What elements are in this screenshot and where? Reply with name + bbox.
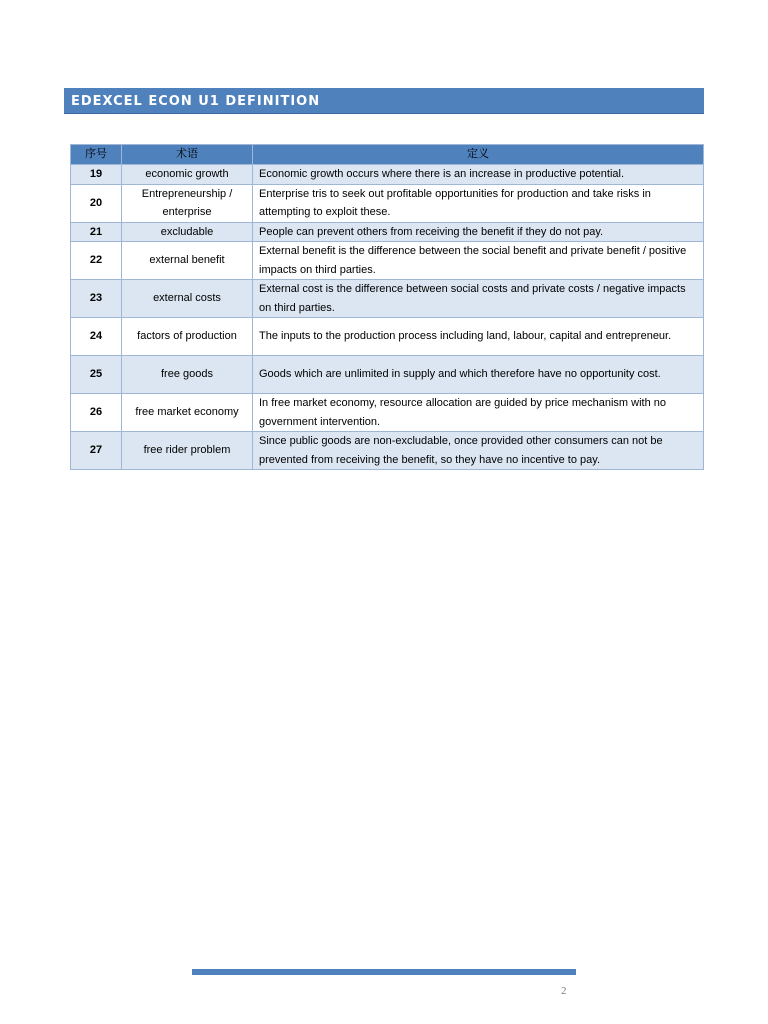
row-definition: Since public goods are non-excludable, once provided other consumers can not be prevented from receiving the benefit, so they have no incentive to pay. (253, 432, 704, 470)
row-definition: Goods which are unlimited in supply and which therefore have no opportunity cost. (253, 356, 704, 394)
row-number: 26 (71, 394, 122, 432)
header-definition: 定义 (253, 145, 704, 165)
table-row (71, 280, 704, 318)
row-number: 20 (71, 184, 122, 222)
row-number: 25 (71, 356, 122, 394)
title-bar (64, 88, 704, 114)
definition-table (70, 144, 704, 470)
row-definition: The inputs to the production process including land, labour, capital and entrepreneur. (253, 318, 704, 356)
row-definition: People can prevent others from receiving the benefit if they do not pay. (253, 222, 704, 242)
row-term: factors of production (122, 318, 253, 356)
table-row (71, 165, 704, 185)
row-number: 27 (71, 432, 122, 470)
row-number: 22 (71, 242, 122, 280)
row-definition: Economic growth occurs where there is an increase in productive potential. (253, 165, 704, 185)
page-number: 2 (561, 985, 567, 997)
table-header-row (71, 145, 704, 165)
row-definition: In free market economy, resource allocation are guided by price mechanism with no government intervention. (253, 394, 704, 432)
row-term: free goods (122, 356, 253, 394)
row-number: 24 (71, 318, 122, 356)
table-row (71, 356, 704, 394)
footer-bar (192, 969, 576, 975)
table-row (71, 394, 704, 432)
table-row (71, 242, 704, 280)
header-term: 术语 (122, 145, 253, 165)
row-term: excludable (122, 222, 253, 242)
row-definition: External benefit is the difference between the social benefit and private benefit / positive impacts on third parties. (253, 242, 704, 280)
row-definition: Enterprise tris to seek out profitable opportunities for production and take risks in attempting to exploit these. (253, 184, 704, 222)
header-number: 序号 (71, 145, 122, 165)
row-definition: External cost is the difference between social costs and private costs / negative impacts on third parties. (253, 280, 704, 318)
table-row (71, 222, 704, 242)
row-number: 23 (71, 280, 122, 318)
page-title: EDEXCEL ECON U1 DEFINITION (71, 94, 321, 109)
table-row (71, 432, 704, 470)
row-term: free rider problem (122, 432, 253, 470)
row-term: external benefit (122, 242, 253, 280)
table-row (71, 318, 704, 356)
table-row (71, 184, 704, 222)
row-term: external costs (122, 280, 253, 318)
row-term: free market economy (122, 394, 253, 432)
row-number: 21 (71, 222, 122, 242)
row-number: 19 (71, 165, 122, 185)
row-term: economic growth (122, 165, 253, 185)
row-term: Entrepreneurship / enterprise (122, 184, 253, 222)
